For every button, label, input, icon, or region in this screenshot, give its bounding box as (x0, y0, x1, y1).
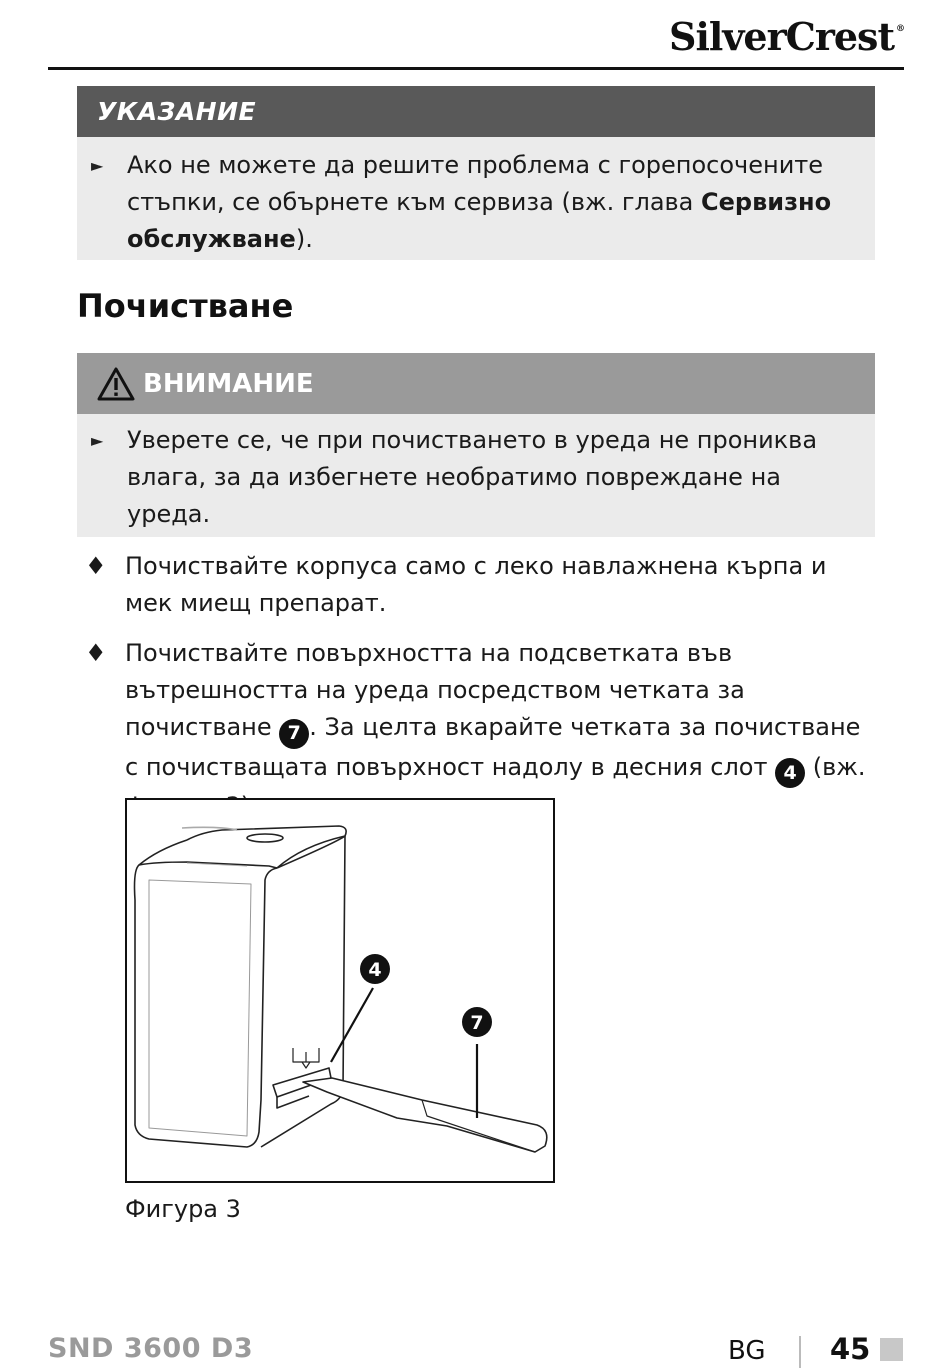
arrow-icon: ► (91, 431, 104, 450)
footer-square-mark (880, 1338, 903, 1361)
warning-triangle-icon (97, 367, 135, 401)
reference-number-7: 7 (279, 719, 309, 749)
callout-4-label: 4 (368, 959, 382, 981)
diamond-bullet-icon: ♦ (85, 552, 107, 580)
footer-model: SND 3600 D3 (48, 1333, 254, 1364)
figure-3 (125, 798, 555, 1183)
diamond-bullet-icon: ♦ (85, 639, 107, 667)
note-text: Ако не можете да решите проблема с горепосочените стъпки, се обърнете към сервиза (вж. глава Сервизно обслужване). (127, 151, 832, 253)
footer-separator (799, 1336, 801, 1368)
warning-box-title: ВНИМАНИЕ (143, 368, 314, 399)
section-title: Почистване (77, 287, 294, 325)
arrow-icon: ► (91, 156, 104, 175)
list-item: ♦ Почиствайте корпуса само с леко навлажнена кърпа и мек миещ препарат. (85, 548, 875, 622)
callout-7-label: 7 (470, 1012, 484, 1034)
warning-box (77, 353, 875, 537)
note-box (77, 86, 875, 260)
page-number: 45 (830, 1332, 871, 1366)
warning-text: Уверете се, че при почистването в уреда не прониква влага, за да избегнете необратимо повреждане на уреда. (127, 426, 818, 528)
brand-logo: SilverCrest ® (669, 14, 904, 59)
warning-box-header (77, 353, 875, 414)
reference-number-4: 4 (775, 758, 805, 788)
list-item: ♦ Почиствайте повърхността на подсветката във вътрешността на уреда посредством четката за почистване 7 . За целта вкарайте четката за почистване с почистващата повърхност надолу в десния слот 4 (вж. (85, 635, 875, 825)
note-box-title: УКАЗАНИЕ (77, 86, 875, 137)
scanner-illustration (127, 800, 553, 1181)
footer-language: BG (728, 1336, 766, 1366)
figure-caption: Фигура 3 (125, 1195, 241, 1223)
header-rule (48, 67, 904, 70)
